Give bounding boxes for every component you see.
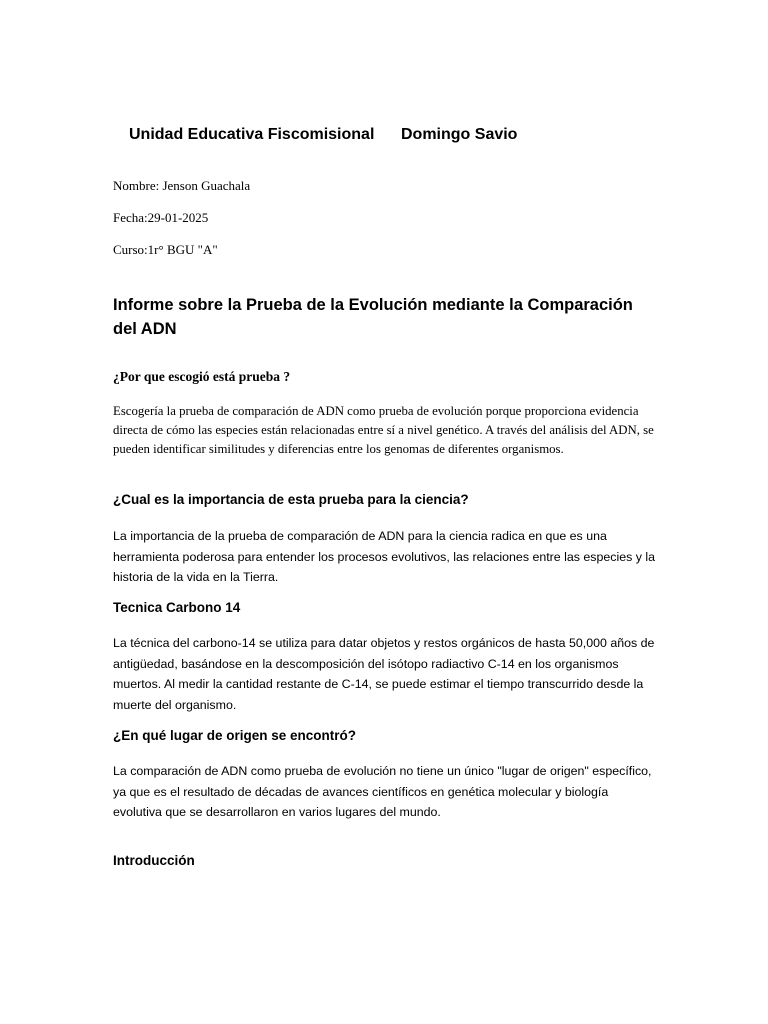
course: Curso:1r° BGU "A" <box>113 242 218 257</box>
report-title: Informe sobre la Prueba de la Evolución mediante la Comparación del ADN <box>113 296 633 338</box>
section-heading-importance: ¿Cual es la importancia de esta prueba para la ciencia? <box>113 492 469 507</box>
section-body-importance: La importancia de la prueba de comparación de ADN para la ciencia radica en que es una herramienta poderosa para entender los procesos evolutivos, las relaciones entre las especies y la historia de la vida en la Tierra. <box>113 529 656 584</box>
section-heading-origin: ¿En qué lugar de origen se encontró? <box>113 728 357 743</box>
school-name-part1: Unidad Educativa Fiscomisional <box>129 126 375 143</box>
section-body-carbon14: La técnica del carbono-14 se utiliza para datar objetos y restos orgánicos de hasta 50,000 años de antigüedad, basándose en la descomposición del isótopo radiactivo C-14 en los organismos muertos. Al medir la cantidad restante de C-14, se puede estimar el tiempo transcurrido desde la muerte del organismo. <box>113 636 655 712</box>
report-date: Fecha:29-01-2025 <box>113 210 209 225</box>
section-body-origin: La comparación de ADN como prueba de evolución no tiene un único "lugar de origen" específico, ya que es el resultado de décadas de avances científicos en genética molecular y biología evolutiva que se desarrollaron en varios lugares del mundo. <box>113 764 652 819</box>
school-header <box>129 126 518 144</box>
school-name-part2: Domingo Savio <box>401 126 518 143</box>
section-body-why: Escogería la prueba de comparación de ADN como prueba de evolución porque proporciona evidencia directa de cómo las especies están relacionadas entre sí a nivel genético. A través del análisis del ADN, se pueden identificar similitudes y diferencias entre los genomas de diferentes organismos. <box>113 404 654 456</box>
section-heading-why: ¿Por que escogió está prueba ? <box>113 369 291 384</box>
section-heading-carbon14: Tecnica Carbono 14 <box>113 600 241 615</box>
student-name: Nombre: Jenson Guachala <box>113 178 251 193</box>
section-heading-introduction: Introducción <box>113 853 195 868</box>
